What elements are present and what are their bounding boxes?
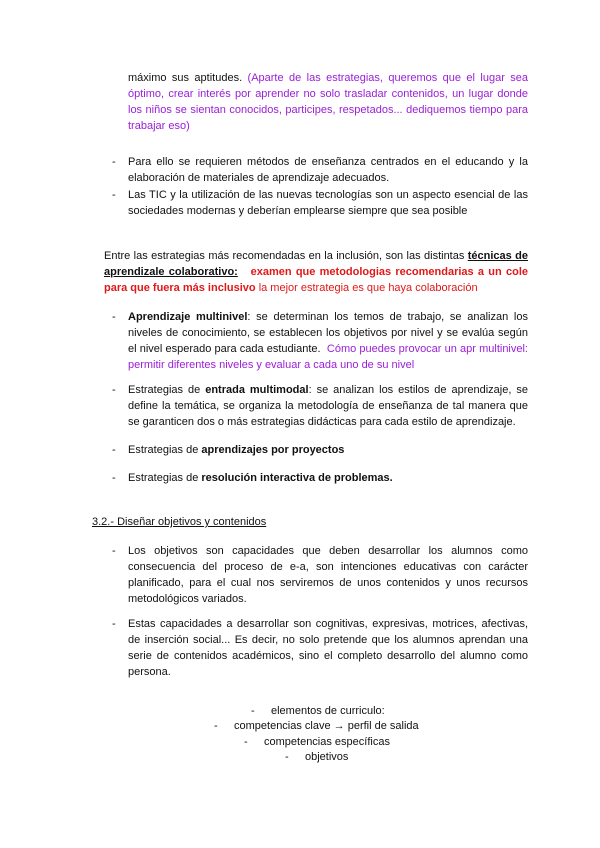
list-dash: -: [244, 736, 248, 748]
environment-note: (Aparte de las estrategias, queremos que el lugar sea óptimo, crear interés por aprender no solo trasladar contenidos, un lugar donde los niños se sientan conocidos, participes, respetados... dediquemos tiempo para trabajar eso): [128, 72, 528, 132]
intro-text: Entre las estrategias más recomendadas en la inclusión, son las distintas: [104, 250, 465, 262]
curriculum-elements-item: [251, 703, 385, 719]
objectives-bullet: [128, 543, 528, 607]
strategy-note: Cómo puedes provocar un apr multinivel: permitir diferentes niveles y evaluar a cada uno de su nivel: [128, 343, 528, 371]
strategies-intro-paragraph: [104, 248, 528, 296]
bullet-dash: -: [112, 189, 116, 201]
bullet-dash: -: [112, 472, 116, 484]
strategy-resolucion: [128, 470, 528, 486]
list-item-text: competencias clave → perfil de salida: [234, 720, 419, 732]
best-strategy-answer: la mejor estrategia es que haya colaboración: [258, 282, 478, 294]
exam-note: examen que metodologias recomendarias a un cole para que fuera más inclusivo: [104, 266, 528, 294]
strategy-multinivel: [128, 309, 528, 373]
collaborative-techniques-term: técnicas de aprendizale colaborativo:: [104, 250, 528, 278]
bullet-dash: -: [112, 311, 116, 323]
strategy-entrada-multimodal: [128, 382, 528, 430]
strategy-name: aprendizajes por proyectos: [201, 444, 345, 456]
tic-text: Las TIC y la utilización de las nuevas tecnologías son un aspecto esencial de las sociedades modernas y deberían emplearse siempre que sea posible: [128, 189, 528, 217]
bullet-dash: -: [112, 384, 116, 396]
strategy-prefix: Estrategias de: [128, 444, 202, 456]
list-item-text: competencias específicas: [264, 736, 390, 748]
key-competences-item: [214, 718, 419, 734]
objectives-text: Los objetivos son capacidades que deben desarrollar los alumnos como consecuencia del proceso de e-a, son intenciones educativas con carácter planificado, para el cual nos serviremos de unos contenidos y unos recursos metodológicos variados.: [128, 545, 528, 605]
teaching-methods-text: Para ello se requieren métodos de enseñanza centrados en el educando y la elaboración de materiales de aprendizaje adecuados.: [128, 156, 528, 184]
strategy-prefix: Estrategias de: [128, 472, 202, 484]
bullet-dash: -: [112, 444, 116, 456]
strategy-name: Aprendizaje multinivel: [128, 311, 248, 323]
specific-competences-item: [244, 734, 390, 750]
capacities-bullet: [128, 616, 528, 680]
list-dash: -: [214, 720, 218, 732]
aptitudes-lead: máximo sus aptitudes.: [128, 72, 243, 84]
bullet-dash: -: [112, 545, 116, 557]
capacities-text: Estas capacidades a desarrollar son cognitivas, expresivas, motrices, afectivas, de inserción social... Es decir, no solo pretende que los alumnos aprendan una serie de contenidos académicos, sino el completo desarrollo del alumno como persona.: [128, 618, 528, 678]
strategy-name: entrada multimodal: [205, 384, 309, 396]
strategy-description: : se determinan los temos de trabajo, se analizan los niveles de conocimiento, se establecen los objetivos por nivel y se evalúa según el nivel esperado para cada estudiante.: [128, 311, 528, 355]
teaching-methods-bullet: [128, 154, 528, 186]
list-dash: -: [251, 705, 255, 717]
objectives-item: [285, 749, 348, 765]
aptitudes-paragraph: [128, 70, 528, 134]
section-heading: 3.2.- Diseñar objetivos y contenidos: [92, 516, 267, 528]
list-dash: -: [285, 751, 289, 763]
list-item-text: elementos de curriculo:: [271, 705, 385, 717]
strategy-description: : se analizan los estilos de aprendizaje, se define la temática, se organiza la metodología de enseñanza de tal manera que se garanticen dos o más estrategias didácticas para cada estilo de aprendizaje.: [128, 384, 529, 428]
bullet-dash: -: [112, 618, 116, 630]
tic-bullet: [128, 187, 528, 219]
strategy-proyectos: [128, 442, 528, 458]
list-item-text: objetivos: [305, 751, 349, 763]
bullet-dash: -: [112, 156, 116, 168]
strategy-prefix: Estrategias de: [128, 384, 206, 396]
strategy-name: resolución interactiva de problemas.: [201, 472, 393, 484]
